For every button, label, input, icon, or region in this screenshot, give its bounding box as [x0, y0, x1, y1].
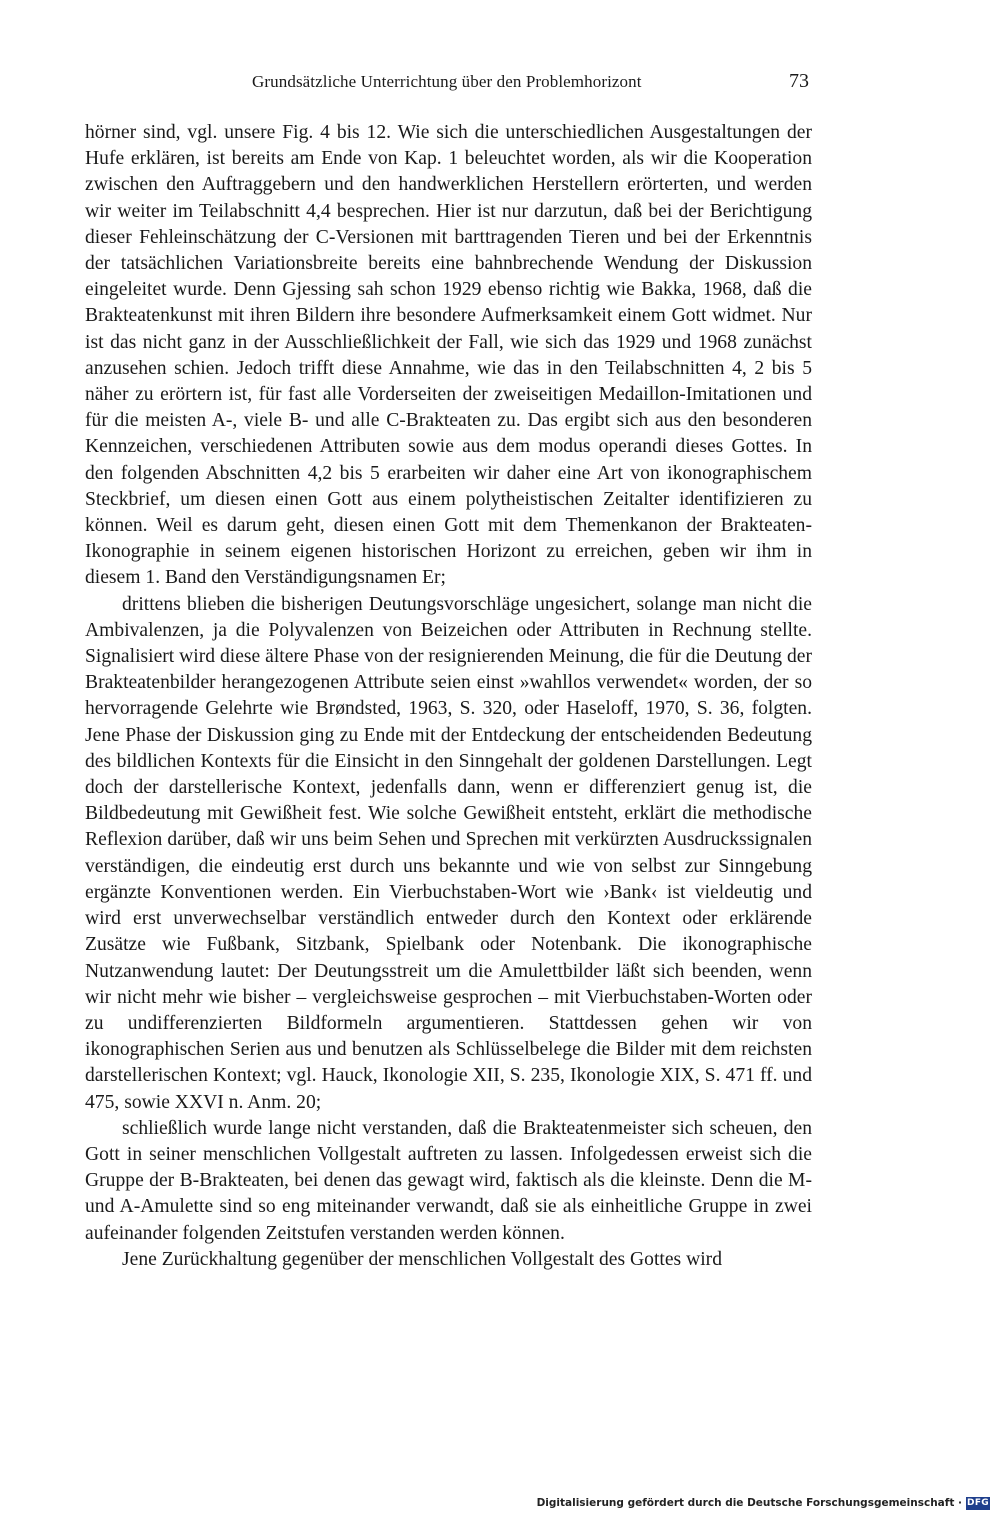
- body-text: [85, 120, 812, 1273]
- page-number: 73: [789, 70, 809, 92]
- dfg-logo-icon: DFG: [967, 1498, 989, 1508]
- paragraph-4: Jene Zurückhaltung gegenüber der menschlichen Vollgestalt des Gottes wird: [122, 1248, 722, 1270]
- paragraph-2: drittens blieben die bisherigen Deutungsvorschläge ungesichert, solange man nicht die Ambivalenzen, ja die Polyvalenzen von Beizeichen oder Attributen in Rechnung stellte. Signalisiert wird diese ältere Phase von der resignierenden Meinung, die für die Deutung der Brakteatenbilder herangezogenen Attribute seien einst »wahllos verwendet« worden, der so hervorragende Gelehrte wie Brøndsted, 1963, S. 320, oder Haseloff, 1970, S. 36, folgten. Jene Phase der Diskussion ging zu Ende mit der Entdeckung der entscheidenden Bedeutung des bildlichen Kontexts für die Einsicht in den Sinngehalt der goldenen Darstellungen. Legt doch der darstellerische Kontext, jedenfalls dann, wenn er differenziert genug ist, die Bildbedeutung mit Gewißheit fest. Wie solche Gewißheit entsteht, erklärt die methodische Reflexion darüber, daß wir uns beim Sehen und Sprechen mit verkürzten Ausdruckssignalen verständigen, die eindeutig erst durch uns bekannte und wie von selbst zur Sinngebung ergänzte Konventionen werden. Ein Vierbuchstaben-Wort wie ›Bank‹ ist vieldeutig und wird erst unverwechselbar verständlich entweder durch den Kontext oder erklärende Zusätze wie Fußbank, Sitzbank, Spielbank oder Notenbank. Die ikonographische Nutzanwendung lautet: Der Deutungsstreit um die Amulettbilder läßt sich beenden, wenn wir nicht mehr wie bisher – vergleichsweise gesprochen – mit Vierbuchstaben-Worten oder zu undifferenzierten Bildformeln argumentieren. Stattdessen gehen wir von ikonographischen Serien aus und benutzen als Schlüsselbelege die Bilder mit dem reichsten darstellerischen Kontext; vgl. Hauck, Ikonologie XII, S. 235, Ikonologie XIX, S. 471 ff. und 475, sowie XXVI n. Anm. 20;: [85, 593, 812, 1113]
- running-head: [0, 70, 1000, 100]
- digitization-credit: Digitalisierung gefördert durch die Deutsche Forschungsgemeinschaft ·: [536, 1497, 962, 1509]
- running-title: Grundsätzliche Unterrichtung über den Problemhorizont: [252, 72, 642, 91]
- paragraph-3: schließlich wurde lange nicht verstanden, daß die Brakteatenmeister sich scheuen, den Gott in seiner menschlichen Vollgestalt auftreten zu lassen. Infolgedessen erweist sich die Gruppe der B-Brakteaten, bei denen das gewagt wird, faktisch als die kleinste. Denn die M- und A-Amulette sind so eng miteinander verwandt, daß sie als einheitliche Gruppe in zwei aufeinander folgenden Zeitstufen verstanden werden können.: [85, 1117, 812, 1244]
- digitization-footer: [0, 1494, 1000, 1516]
- paragraph-1: hörner sind, vgl. unsere Fig. 4 bis 12. Wie sich die unterschiedlichen Ausgestaltungen der Hufe erklären, ist bereits am Ende von Kap. 1 beleuchtet worden, als wir die Kooperation zwischen den Auftraggebern und den handwerklichen Herstellern erörterten, und werden wir weiter im Teilabschnitt 4,4 besprechen. Hier ist nur darzutun, daß bei der Berichtigung dieser Fehleinschätzung der C-Versionen mit barttragenden Tieren und bei der Erkenntnis der tatsächlichen Variationsbreite bereits eine bahnbrechende Wendung der Diskussion eingeleitet wurde. Denn Gjessing sah schon 1929 ebenso richtig wie Bakka, 1968, daß die Brakteatenkunst mit ihren Bildern ihre besondere Aufmerksamkeit einem Gott widmet. Nur ist das nicht ganz in der Ausschließlichkeit der Fall, wie sich das 1929 und 1968 zunächst anzusehen schien. Jedoch trifft diese Annahme, wie das in den Teilabschnitten 4, 2 bis 5 näher zu erörtern ist, für fast alle Vorderseiten der zweiseitigen Medaillon-Imitationen und für die meisten A-, viele B- und alle C-Brakteaten zu. Das ergibt sich aus den besonderen Kennzeichen, verschiedenen Attributen sowie aus dem modus operandi dieses Gottes. In den folgenden Abschnitten 4,2 bis 5 erarbeiten wir daher eine Art von ikonographischem Steckbrief, um diesen einen Gott aus einem polytheistischen Zeitalter identifizieren zu können. Weil es darum geht, diesen einen Gott mit dem Themenkanon der Brakteaten-Ikonographie in seinem eigenen historischen Horizont zu erreichen, geben wir ihm in diesem 1. Band den Verständigungsnamen Er;: [85, 122, 812, 589]
